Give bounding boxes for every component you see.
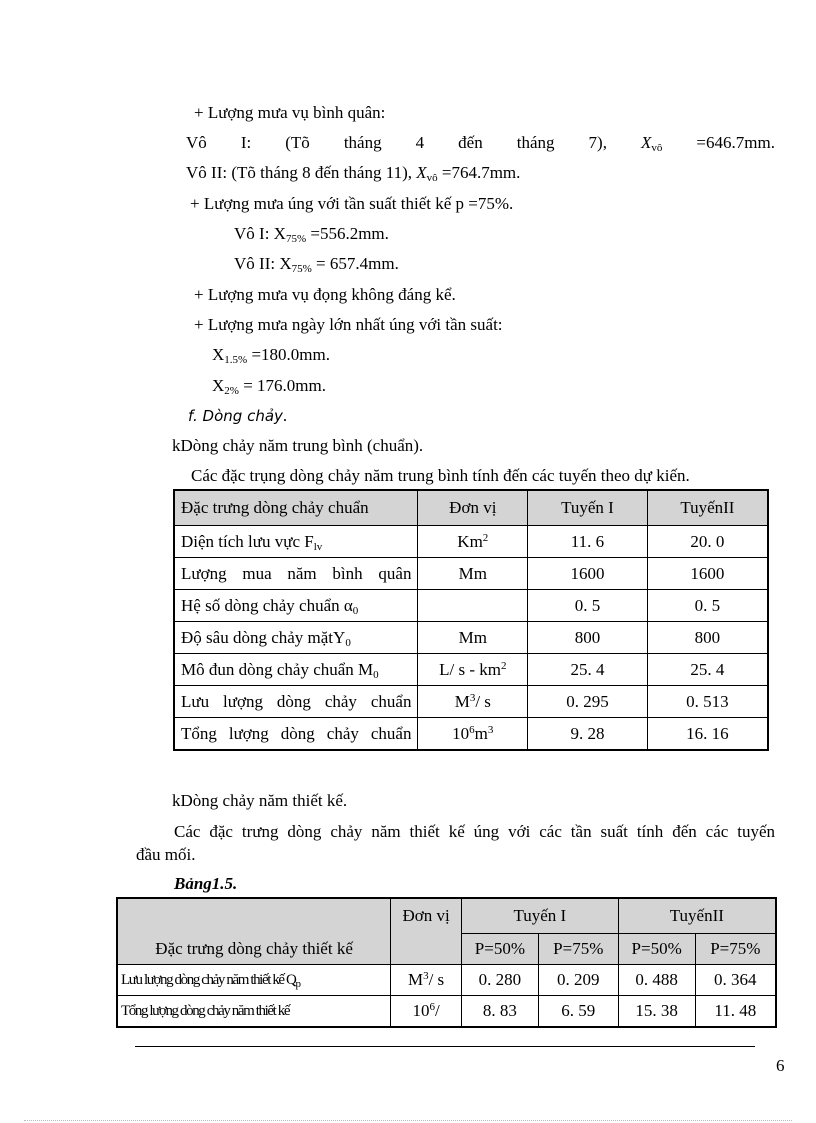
formula-x: $X_{vô}$: [641, 133, 663, 154]
text-line-season-1: [186, 133, 775, 153]
text-line-max-day-rain: + Lượng mưa ngày lớn nhất úng với tần suất:: [194, 315, 503, 334]
column-header: P=50%: [461, 934, 538, 965]
value-cell: 0. 5: [647, 590, 768, 622]
table-header-row: [174, 490, 768, 526]
standard-flow-table: [173, 489, 769, 751]
word: 4: [415, 133, 425, 152]
table-row: [174, 718, 768, 751]
row-label: Lưu lượng dòng chảy năm thiết kế $Q_p$: [117, 965, 391, 996]
table-row: [117, 965, 776, 996]
text-line-season-2: Vô II: (Tõ tháng 8 đến tháng 11), $X_{vô} =764.7mm$.: [186, 163, 521, 184]
value-cell: 800: [647, 622, 768, 654]
word: (Tõ: [285, 133, 310, 152]
value-cell: 0. 209: [538, 965, 618, 996]
table-row: [174, 590, 768, 622]
value-cell: 16. 16: [647, 718, 768, 751]
row-label: Tổng lượng dòng chảy năm thiết kế: [117, 996, 391, 1028]
text-line-x2: $X_{2\%} = 176.0mm$.: [212, 376, 326, 397]
column-header: P=75%: [538, 934, 618, 965]
word: 7),: [588, 133, 607, 152]
column-header: Tuyến I: [461, 898, 618, 934]
unit-cell: [418, 590, 528, 622]
table-row: [117, 996, 776, 1028]
unit-cell: $10^6m^3$: [418, 718, 528, 751]
text-line-rain-season: + Lượng mưa vụ bình quân:: [194, 103, 386, 122]
text-line-design-annual-flow: kDòng chảy năm thiết kế.: [172, 791, 348, 810]
value-cell: 800: [528, 622, 648, 654]
table-header-row: [117, 898, 776, 934]
value-cell: 0. 280: [461, 965, 538, 996]
column-header: P=50%: [618, 934, 695, 965]
value-cell: 11. 6: [528, 526, 648, 558]
column-header: TuyếnII: [618, 898, 776, 934]
value-cell: 0. 5: [528, 590, 648, 622]
unit-cell: $M^3/$ s: [418, 686, 528, 718]
row-label: Tổng lượng dòng chảy chuẩn: [174, 718, 418, 751]
unit-cell: Mm: [418, 558, 528, 590]
text-line-headworks: đầu mối.: [136, 845, 196, 864]
table-row: [174, 686, 768, 718]
unit-cell: $10^6/$: [391, 996, 462, 1028]
text-line-mean-flow-description: Các đặc trụng dòng chảy năm trung bình tính đến các tuyến theo dự kiến.: [191, 466, 690, 485]
word: Vô: [186, 133, 207, 152]
value-cell: 0. 364: [695, 965, 776, 996]
page-number: 6: [776, 1056, 785, 1075]
design-flow-table: [116, 897, 777, 1028]
value-cell: 11. 48: [695, 996, 776, 1028]
word: đến: [458, 133, 483, 152]
column-header: TuyếnII: [647, 490, 768, 526]
value: =646.7mm.: [696, 133, 775, 152]
value-cell: 9. 28: [528, 718, 648, 751]
value-cell: 0. 513: [647, 686, 768, 718]
table-caption: Bảng1.5.: [174, 874, 238, 893]
column-header: Đơn vị: [391, 898, 462, 965]
text-line-x1-5: $X_{1.5\%} =180.0mm$.: [212, 345, 330, 366]
text-line-design-frequency: + Lượng mưa úng với tần suất thiết kế p =75%.: [190, 194, 514, 213]
text-line-mean-annual-flow: kDòng chảy năm trung bình (chuẩn).: [172, 436, 424, 455]
value-cell: 0. 295: [528, 686, 648, 718]
value-cell: 20. 0: [647, 526, 768, 558]
value-cell: 0. 488: [618, 965, 695, 996]
row-label: Diện tích lưu vực $F_{lv}$: [174, 526, 418, 558]
unit-cell: L/ s - $km^2$: [418, 654, 528, 686]
row-label: Mô đun dòng chảy chuẩn $M_0$: [174, 654, 418, 686]
row-label: Lưu lượng dòng chảy chuẩn: [174, 686, 418, 718]
word: tháng: [516, 133, 555, 152]
column-header: P=75%: [695, 934, 776, 965]
text-line-design-flow-description: Các đặc trưng dòng chảy năm thiết kế úng với các tần suất tính đến các tuyến: [174, 822, 775, 841]
value-cell: 25. 4: [647, 654, 768, 686]
table-row: [174, 622, 768, 654]
row-label: Độ sâu dòng chảy mặtY$_0$: [174, 622, 418, 654]
unit-cell: Km$^2$: [418, 526, 528, 558]
value-cell: 15. 38: [618, 996, 695, 1028]
word: I:: [240, 133, 252, 152]
row-label: Lượng mua năm bình quân: [174, 558, 418, 590]
footer-divider: [135, 1046, 755, 1047]
column-header: Đặc trưng dòng chảy chuẩn: [174, 490, 418, 526]
page-bottom-border: [24, 1120, 792, 1121]
text-line-x75-season-1: Vô I: $X_{75\%} =556.2mm$.: [234, 224, 389, 245]
value-cell: 6. 59: [538, 996, 618, 1028]
row-label: Hệ số dòng chảy chuẩn $\alpha_0$: [174, 590, 418, 622]
unit-cell: $M^3/$ s: [391, 965, 462, 996]
section-heading-flow: f. Dòng chảy.: [188, 406, 288, 425]
value-cell: 1600: [528, 558, 648, 590]
text-line-standing-rain: + Lượng mưa vụ đọng không đáng kể.: [194, 285, 456, 304]
unit-cell: Mm: [418, 622, 528, 654]
value-cell: 1600: [647, 558, 768, 590]
text-line-x75-season-2: Vô II: $X_{75\%} = 657.4mm$.: [234, 254, 399, 275]
column-header: Đặc trưng dòng chảy thiết kế: [117, 898, 391, 965]
value-cell: 8. 83: [461, 996, 538, 1028]
column-header: Đơn vị: [418, 490, 528, 526]
column-header: Tuyến I: [528, 490, 648, 526]
table-row: [174, 526, 768, 558]
table-row: [174, 654, 768, 686]
table-row: [174, 558, 768, 590]
word: tháng: [343, 133, 382, 152]
value-cell: 25. 4: [528, 654, 648, 686]
